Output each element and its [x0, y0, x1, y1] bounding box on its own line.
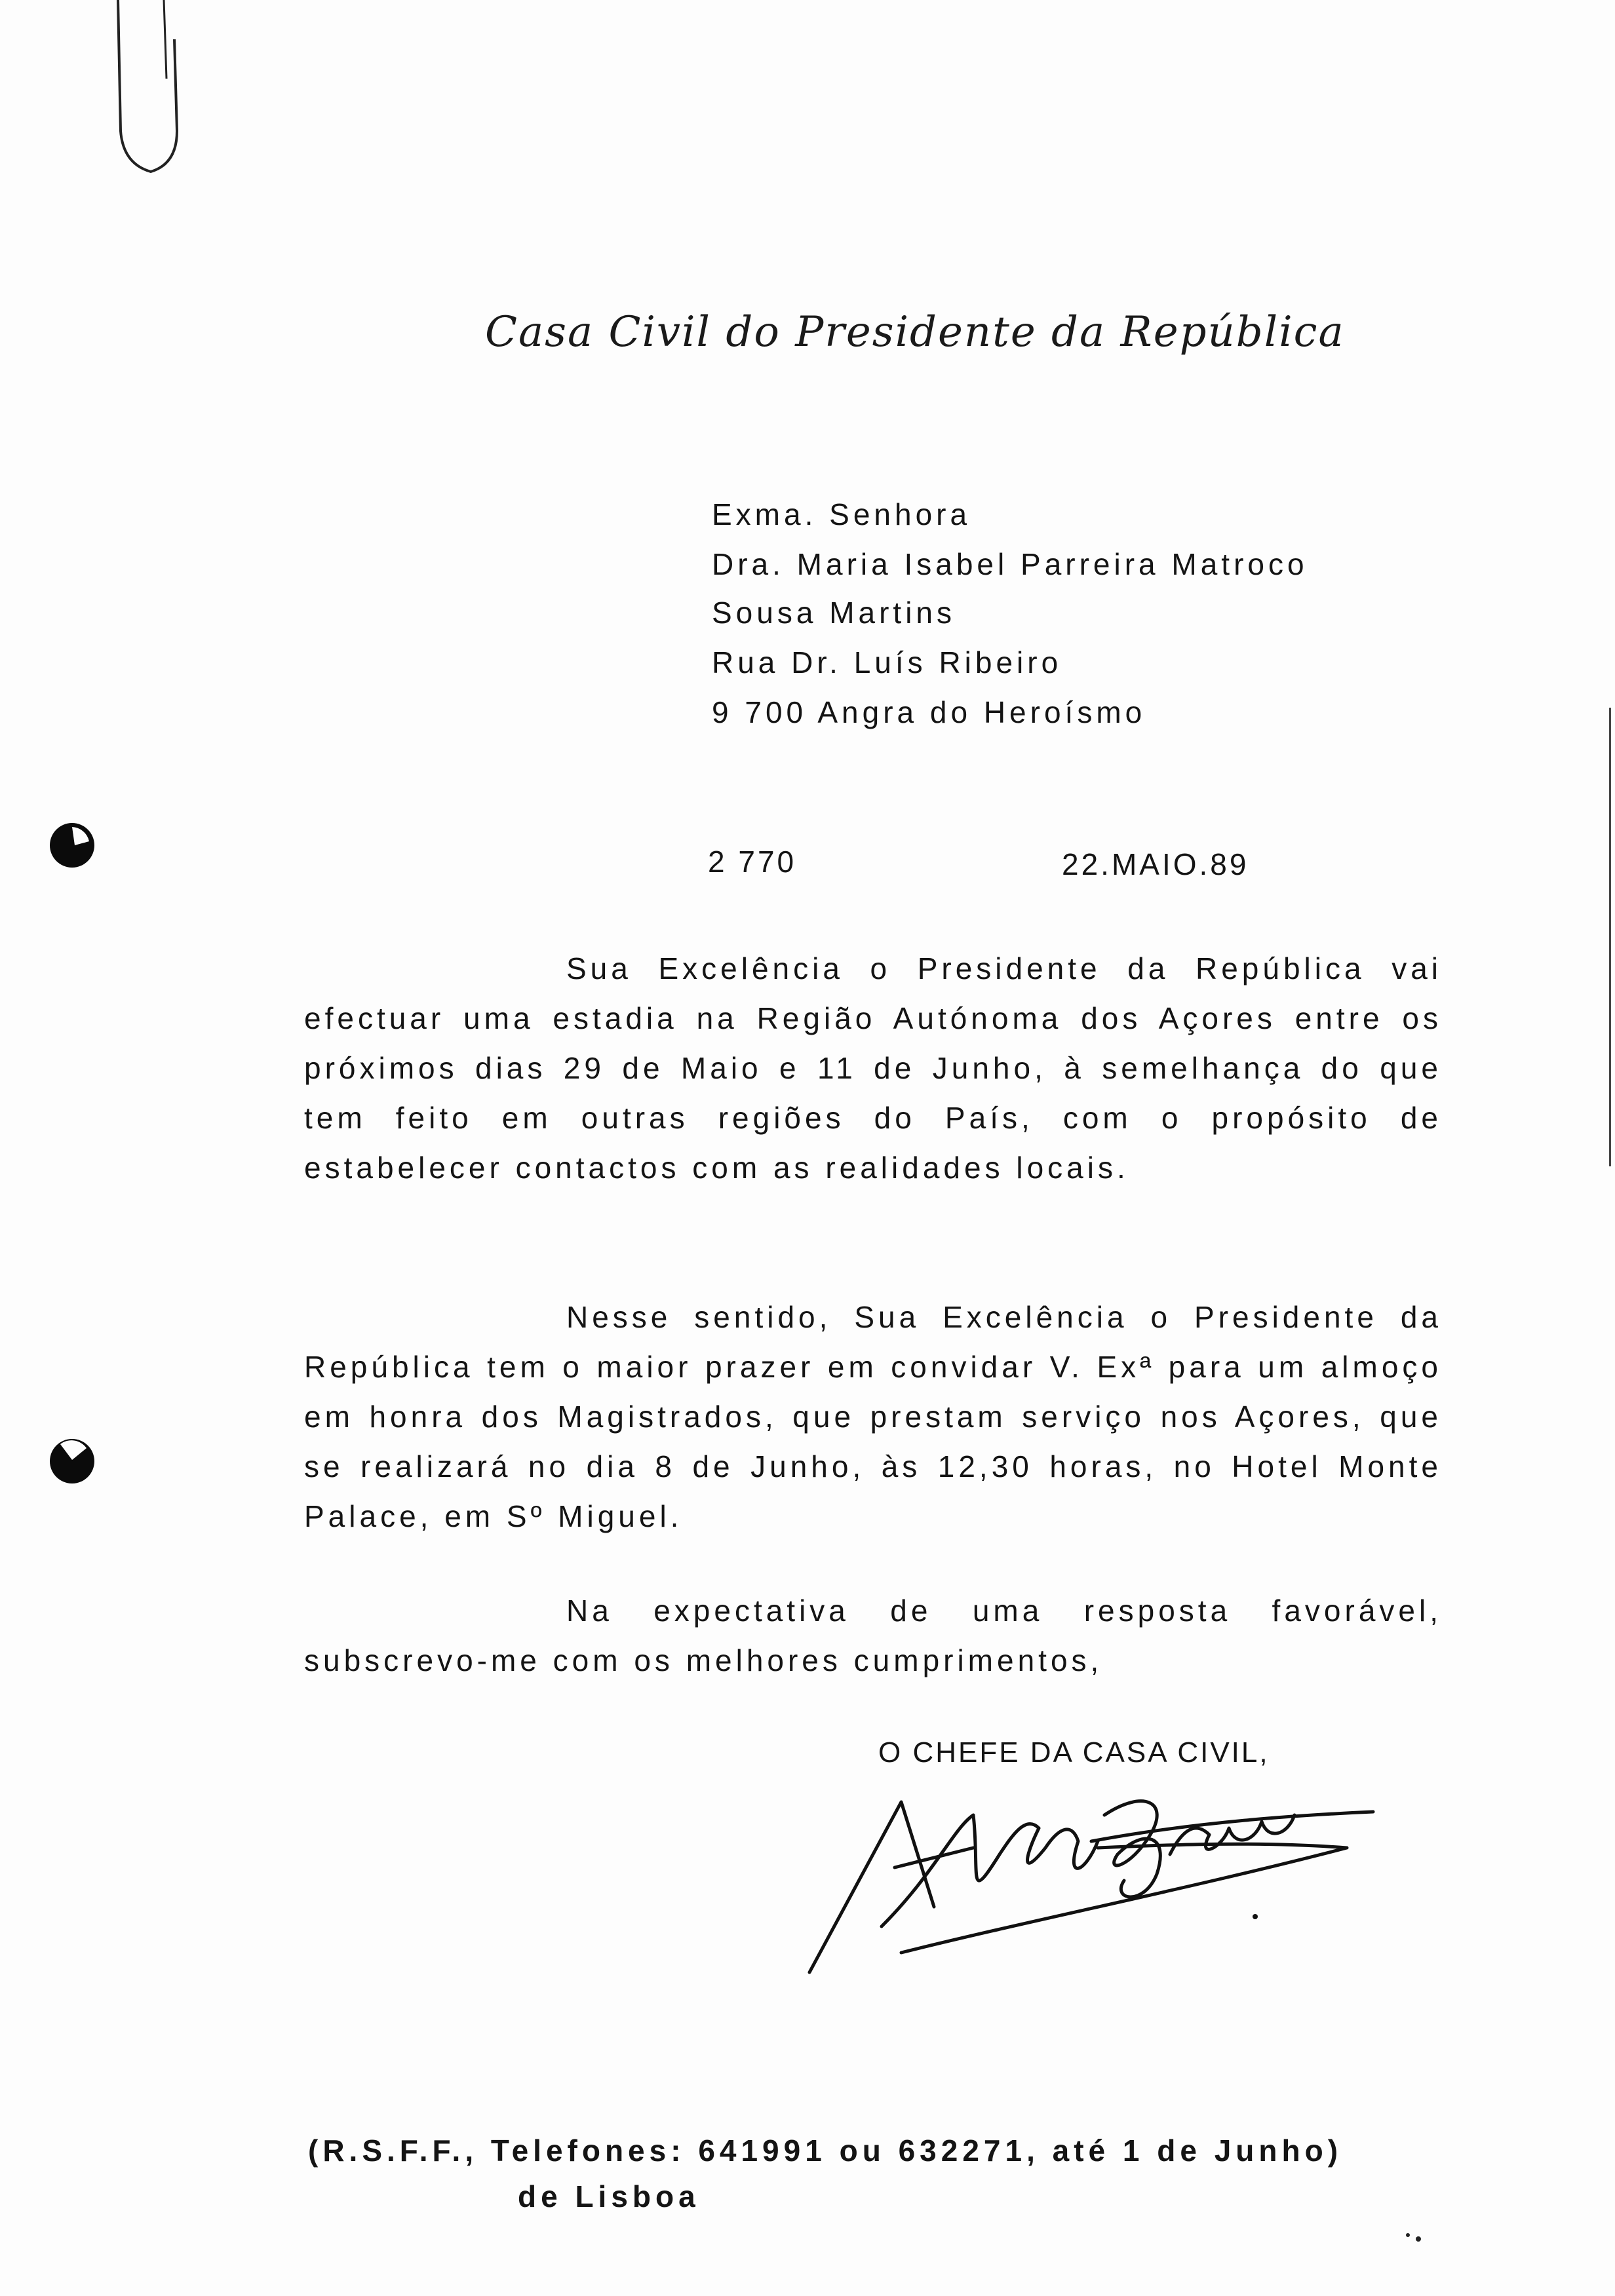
reference-number: 2 770 — [708, 845, 797, 879]
recipient-salutation: Exma. Senhora — [712, 497, 971, 531]
closing-title: O CHEFE DA CASA CIVIL, — [878, 1736, 1270, 1769]
stray-marks — [1403, 2231, 1429, 2244]
letter-date: 22.MAIO.89 — [1062, 847, 1249, 881]
body-paragraph-3 — [304, 1586, 1442, 1685]
recipient-city: 9 700 Angra do Heroísmo — [712, 695, 1146, 729]
punch-hole-icon — [46, 1435, 98, 1487]
footer-city: de Lisboa — [518, 2179, 700, 2213]
paper-clip-mark — [111, 0, 190, 183]
handwritten-signature — [803, 1776, 1393, 1985]
punch-hole-icon — [46, 819, 98, 871]
paragraph-text: Sua Excelência o Presidente da República vai efectuar uma estadia na Região Autónoma dos Açores entre os próximos dias 29 de Maio e 11 de Junho, à semelhança do que tem feito em outras regiões do País, com o propósito de estabelecer contactos com as realidades locais. — [304, 951, 1442, 1185]
footer-contact: (R.S.F.F., Telefones: 641991 ou 632271, até 1 de Junho) — [308, 2133, 1343, 2168]
recipient-name: Dra. Maria Isabel Parreira Matroco — [712, 547, 1308, 581]
recipient-street: Rua Dr. Luís Ribeiro — [712, 645, 1062, 679]
recipient-name-continued: Sousa Martins — [712, 596, 956, 630]
letterhead: Casa Civil do Presidente da República — [485, 308, 1345, 356]
page-edge-line — [1609, 708, 1611, 1166]
body-paragraph-1 — [304, 944, 1442, 1193]
paragraph-text: Na expectativa de uma resposta favorável, subscrevo-me com os melhores cumprimentos, — [304, 1594, 1442, 1677]
paragraph-text: Nesse sentido, Sua Excelência o Presidente da República tem o maior prazer em convidar V. Exª para um almoço em honra dos Magistrados, que prestam serviço nos Açores, que se realizará no dia 8 de Junho, às 12,30 horas, no Hotel Monte Palace, em Sº Miguel. — [304, 1300, 1442, 1533]
body-paragraph-2 — [304, 1292, 1442, 1541]
